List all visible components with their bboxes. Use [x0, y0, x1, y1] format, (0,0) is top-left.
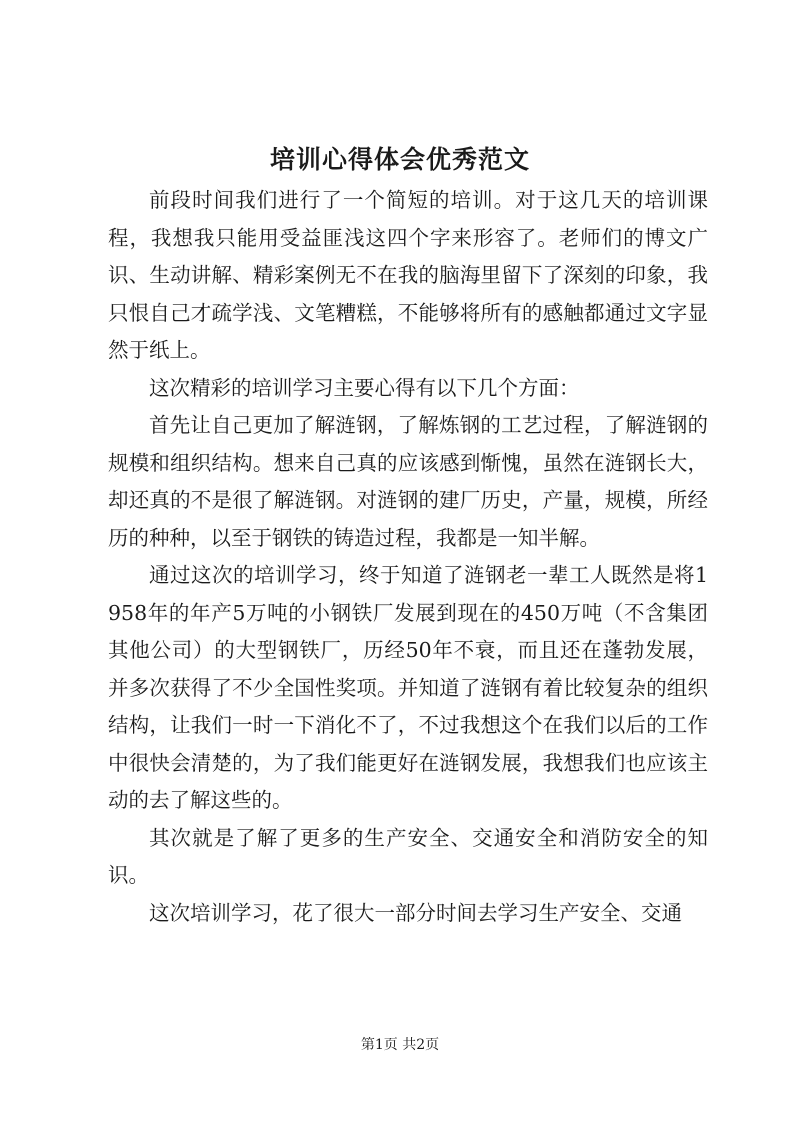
document-body	[108, 182, 708, 932]
paragraph: 首先让自己更加了解涟钢，了解炼钢的工艺过程，了解涟钢的规模和组织结构。想来自己真的应该感到惭愧，虽然在涟钢长大，却还真的不是很了解涟钢。对涟钢的建厂历史，产量，规模，所经历的种种，以至于钢铁的铸造过程，我都是一知半解。	[108, 413, 708, 550]
paragraph: 这次培训学习，花了很大一部分时间去学习生产安全、交通	[149, 900, 682, 925]
paragraph: 其次就是了解了更多的生产安全、交通安全和消防安全的知识。	[108, 825, 708, 887]
paragraph: 前段时间我们进行了一个简短的培训。对于这几天的培训课程，我想我只能用受益匪浅这四个字来形容了。老师们的博文广识、生动讲解、精彩案例无不在我的脑海里留下了深刻的印象，我只恨自己才疏学浅、文笔糟糕，不能够将所有的感触都通过文字显然于纸上。	[108, 188, 708, 362]
document-title: 培训心得体会优秀范文	[269, 145, 530, 174]
paragraph: 通过这次的培训学习，终于知道了涟钢老一辈工人既然是将1958年的年产5万吨的小钢铁厂发展到现在的450万吨（不含集团其他公司）的大型钢铁厂，历经50年不衰，而且还在蓬勃发展，并多次获得了不少全国性奖项。并知道了涟钢有着比较复杂的组织结构，让我们一时一下消化不了，不过我想这个在我们以后的工作中很快会清楚的，为了我们能更好在涟钢发展，我想我们也应该主动的去了解这些的。	[108, 563, 708, 812]
page-footer: 第1页 共2页	[360, 1037, 440, 1053]
paragraph: 这次精彩的培训学习主要心得有以下几个方面：	[149, 375, 580, 400]
